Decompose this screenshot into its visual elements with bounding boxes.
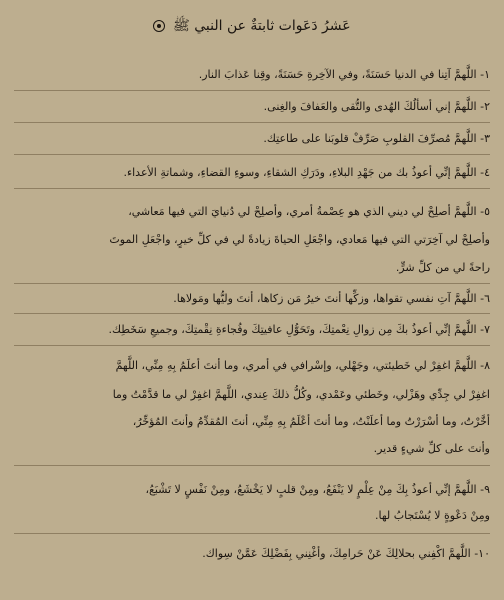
entry-7-line-1: ٧- اللَّهمَّ إنِّي أعوذُ بكَ مِن زوالِ نِعْمتِكَ، وتَحَوُّلِ عافيتِكَ وفُجاءةِ نِقْمتِكَ، وجميعِ سَخَطِك.: [108, 323, 490, 336]
entry-8-line-4: وأنتَ على كلِّ شيءٍ قدير.: [373, 442, 490, 455]
honorific-mark-icon: [153, 20, 165, 32]
title-text: عَشرُ دَعَوات ثابتةٌ عن النبي ﷺ: [172, 18, 351, 34]
rule-7: [14, 345, 490, 346]
rule-8: [14, 465, 490, 466]
rule-6: [14, 313, 490, 314]
page-title: [14, 16, 490, 36]
entry-10-line-1: ١٠- اللَّهمَّ اكْفِني بحلالِكَ عَنْ حَرامِكَ، وأغْنِني بِفَضْلِكَ عَمَّنْ سِواك.: [202, 547, 490, 560]
entry-8-line-1: ٨- اللَّهمَّ اغفِرْ لي خَطيئتي، وجَهْلي، وإسْرافي في أمري، وما أنتَ أعلَمُ بِهِ مِنِّي، اللَّهمَّ: [115, 359, 490, 372]
entry-2-line-1: ٢- اللَّهمَّ إني أسألُكَ الهُدى والتُّقى والعَفافَ والغِنى.: [263, 100, 490, 113]
entry-4-line-1: ٤- اللَّهمَّ إنِّي أعوذُ بك من جَهْدِ البلاءِ، ودَرَكِ الشقاءِ، وسوءِ القضاءِ، وشماتةِ الأعداء.: [123, 166, 490, 179]
entry-8-line-2: اغفِرْ لي جِدِّي وهَزْلي، وخَطئي وعَمْدي، وكُلُّ ذلكَ عِندي، اللَّهمَّ اغفِرْ لي ما قدَّمْتُ وما: [112, 388, 490, 401]
rule-9: [14, 533, 490, 534]
entry-8-line-3: أخَّرْتُ، وما أسْرَرْتُ وما أعلَنْتُ، وما أنتَ أعْلَمُ بِهِ مِنِّي، أنتَ المُقدِّمُ وأنتَ المُؤخِّرُ،: [132, 415, 490, 428]
rule-5: [14, 283, 490, 284]
rule-4: [14, 188, 490, 189]
entry-9-line-2: ومِنْ دَعْوةٍ لا يُسْتَجابُ لها.: [374, 509, 490, 522]
entry-5-line-3: راحةً لي من كلِّ شرٍّ.: [395, 261, 490, 274]
entry-9-line-1: ٩- اللَّهمَّ إنِّي أعوذُ بِكَ مِنْ عِلْمٍ لا يَنْفَعُ، ومِنْ قلبٍ لا يَخْشَعُ، ومِنْ نَفْسٍ لا تَشْبَعُ،: [145, 483, 490, 496]
entry-5-line-1: ٥- اللَّهمَّ أصلِحْ لي ديني الذي هو عِصْمةُ أمري، وأصلِحْ لي دُنيايَ التي فيها مَعاشي،: [128, 205, 490, 218]
rule-1: [14, 90, 490, 91]
rule-3: [14, 154, 490, 155]
entry-5-line-2: وأصلِحْ لي آخِرَتي التي فيها مَعادي، واجْعَلِ الحياةَ زيادةً لي في كلِّ خيرٍ، واجْعَلِ الموتَ: [109, 233, 490, 246]
entry-1-line-1: ١- اللَّهمَّ آتِنا في الدنيا حَسَنَةً، وفي الآخِرةِ حَسَنَةً، وقِنا عَذابَ النار.: [198, 68, 490, 81]
rule-2: [14, 122, 490, 123]
entry-3-line-1: ٣- اللَّهمَّ مُصرِّفَ القلوبِ صَرِّفْ قلوبَنا على طاعتِك.: [263, 132, 490, 145]
entry-6-line-1: ٦- اللَّهمَّ آتِ نفسي تقواها، وزكِّها أنتَ خيرُ مَن زكاها، أنتَ وليُّها ومَولاها.: [173, 292, 490, 305]
